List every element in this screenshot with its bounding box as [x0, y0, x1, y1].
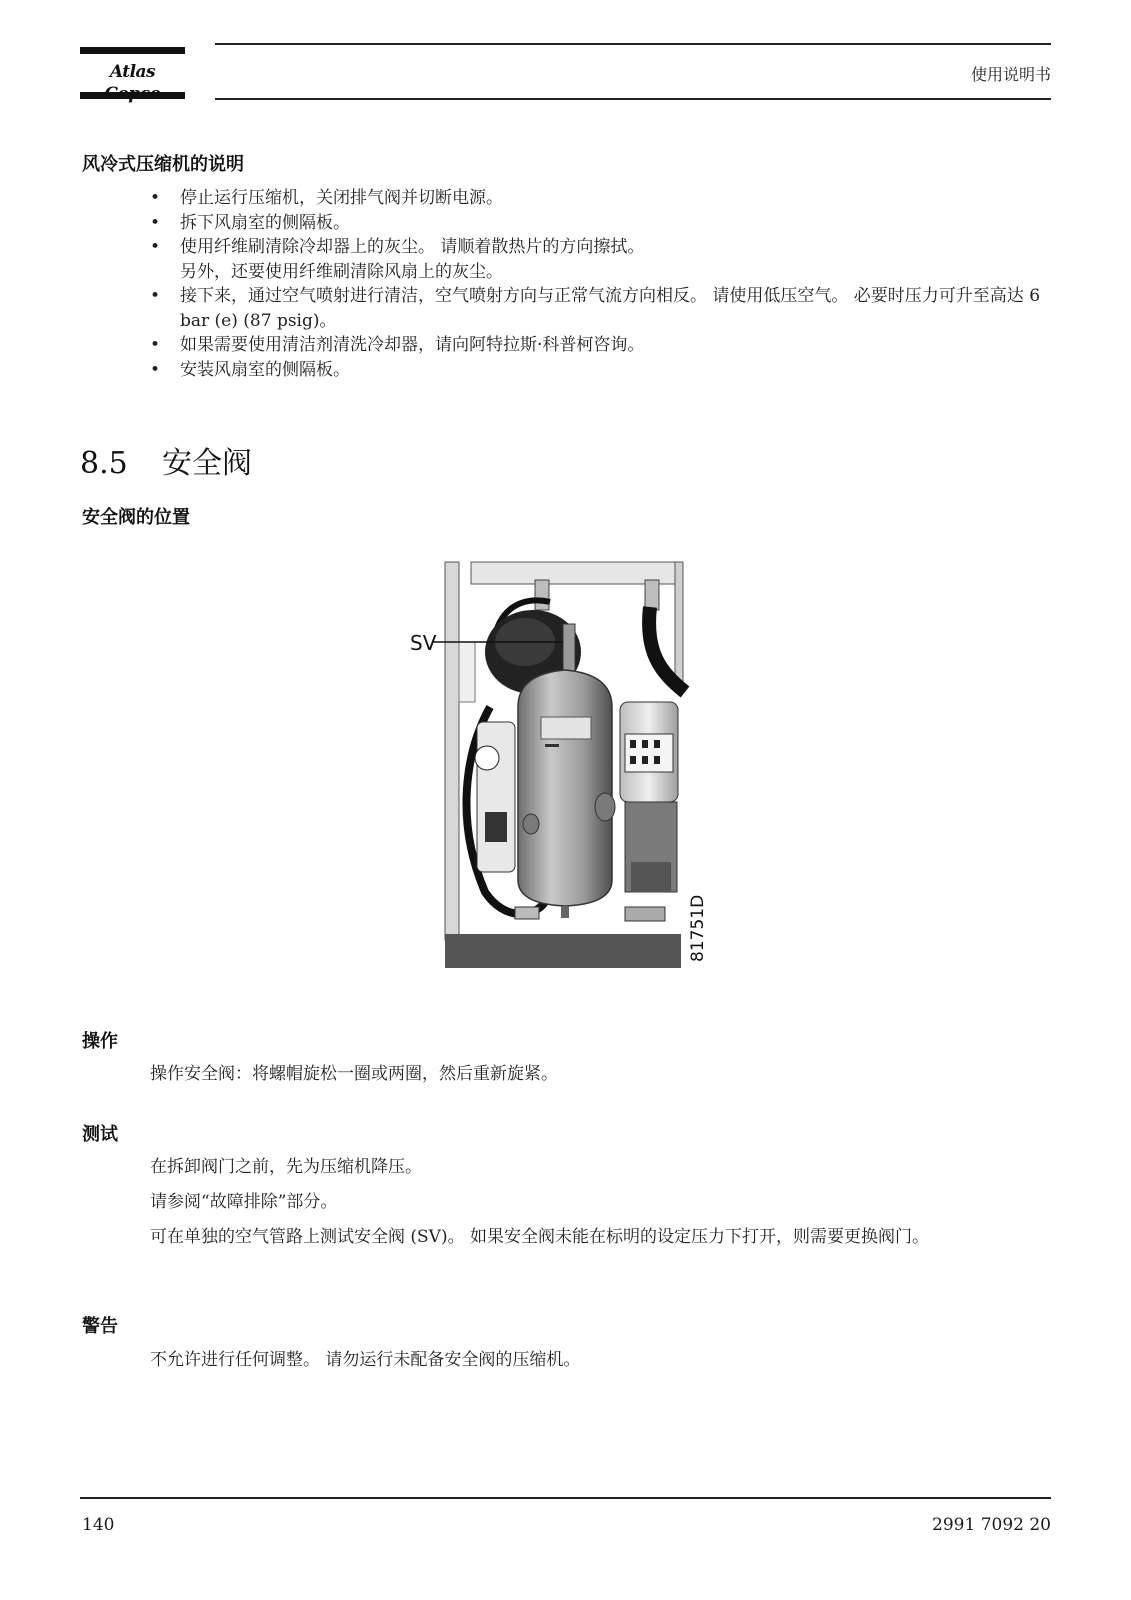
- safety-valve: [563, 624, 575, 674]
- location-heading: 安全阀的位置: [82, 507, 190, 528]
- motor-label-mark: [654, 740, 660, 748]
- page-number: 140: [82, 1515, 115, 1535]
- footer-rule: [80, 1497, 1051, 1499]
- testing-paragraph-2: 请参阅“故障排除”部分。: [150, 1192, 338, 1212]
- list-item: • 停止运行压缩机，关闭排气阀并切断电源。: [150, 188, 503, 208]
- tank-marking: [545, 744, 559, 747]
- sv-callout-label: SV: [410, 631, 437, 655]
- air-cooled-bullet-list: [150, 186, 1055, 382]
- motor-label-mark: [654, 756, 660, 764]
- logo-bar-bottom: [80, 92, 185, 99]
- motor-label-mark: [630, 740, 636, 748]
- mount-bracket: [625, 907, 665, 921]
- header-doc-type: 使用说明书: [970, 65, 1051, 84]
- list-item: • 安装风扇室的侧隔板。: [150, 359, 350, 380]
- filter-body: [477, 722, 515, 872]
- section-title-text: 安全阀: [162, 446, 252, 481]
- element-base: [631, 862, 671, 892]
- list-item: • 如果需要使用清洁剂清洗冷却器，请向阿特拉斯·科普柯咨询。: [150, 335, 645, 355]
- testing-heading: 测试: [82, 1124, 118, 1145]
- operation-heading: 操作: [82, 1031, 118, 1052]
- operation-text: 操作安全阀：将螺帽旋松一圈或两圈，然后重新旋紧。: [150, 1064, 558, 1084]
- filter-label: [485, 812, 507, 842]
- panel-box: [459, 642, 475, 702]
- list-item-text: 使用纤维刷清除冷却器上的灰尘。 请顺着散热片的方向擦拭。 另外，还要使用纤维刷清除风扇上的灰尘。: [180, 237, 645, 282]
- list-item-text: 停止运行压缩机，关闭排气阀并切断电源。: [180, 188, 503, 208]
- section-title: [80, 438, 252, 482]
- section-number: 8.5: [80, 446, 128, 481]
- motor-label-mark: [642, 740, 648, 748]
- list-item-text: 如果需要使用清洁剂清洗冷却器，请向阿特拉斯·科普柯咨询。: [180, 335, 645, 355]
- header-rule-top: [215, 43, 1051, 45]
- pressure-gauge: [475, 746, 499, 770]
- air-receiver-tank: [518, 670, 612, 906]
- testing-paragraph-3: 可在单独的空气管路上测试安全阀 (SV)。 如果安全阀未能在标明的设定压力下打开，则需要更换阀门。: [150, 1227, 929, 1247]
- base-plate: [445, 934, 681, 968]
- list-item: • 拆下风扇室的侧隔板。: [150, 212, 350, 233]
- frame-post-left: [445, 562, 459, 940]
- safety-valve-location-figure: [410, 562, 740, 988]
- tank-drain: [561, 906, 569, 918]
- tank-port-right: [595, 793, 615, 821]
- fitting-right: [645, 580, 659, 610]
- logo-wordmark: Atlas: [109, 62, 156, 82]
- document-number: 2991 7092 20: [932, 1515, 1051, 1535]
- motor-label-mark: [630, 756, 636, 764]
- list-item-text: 拆下风扇室的侧隔板。: [180, 212, 350, 233]
- air-cooled-heading: 风冷式压缩机的说明: [82, 154, 244, 175]
- motor-label-mark: [642, 756, 648, 764]
- list-item-text: 安装风扇室的侧隔板。: [180, 359, 350, 380]
- compressor-illustration: [410, 562, 740, 988]
- figure-id: 81751D: [688, 894, 708, 962]
- list-item: • 接下来，通过空气喷射进行清洁，空气喷射方向与正常气流方向相反。 请使用低压空气。 必要时压力可升至高达 6 bar (e) (87 psig)。: [150, 286, 1041, 331]
- warning-text: 不允许进行任何调整。 请勿运行未配备安全阀的压缩机。: [150, 1350, 581, 1370]
- motor-label-panel: [625, 734, 673, 772]
- logo-bar-top: [80, 47, 185, 54]
- testing-paragraph-1: 在拆卸阀门之前，先为压缩机降压。: [150, 1157, 422, 1177]
- tank-port-left: [523, 814, 539, 834]
- drain-fitting: [515, 907, 539, 919]
- atlas-copco-logo: [80, 47, 185, 99]
- warning-heading: 警告: [82, 1316, 118, 1337]
- frame-post-right: [675, 562, 683, 692]
- header-rule-bottom: [215, 98, 1051, 100]
- fitting-left: [535, 580, 549, 610]
- list-item-text: 接下来，通过空气喷射进行清洁，空气喷射方向与正常气流方向相反。 请使用低压空气。 必要时压力可升至高达 6 bar (e) (87 psig)。: [180, 286, 1041, 331]
- tank-nameplate: [541, 717, 591, 739]
- list-item: • 使用纤维刷清除冷却器上的灰尘。 请顺着散热片的方向擦拭。 另外，还要使用纤维刷清除风扇上的灰尘。: [150, 237, 645, 282]
